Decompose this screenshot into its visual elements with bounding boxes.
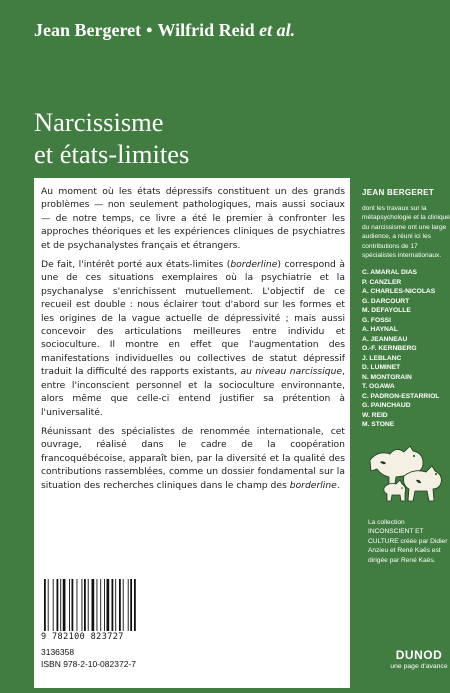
isbn-number: ISBN 978-2-10-082372-7 [41,659,136,669]
contributor-item: G. FOSSI [362,316,391,324]
editor-description: dont les travaux sur la métapsychologie et la clinique du narcissisme ont une large audience, a réuni ici les contributions de 17 spécialistes internationaux. [362,205,450,260]
title-line: Narcissisme [34,107,164,137]
author-name: Wilfrid Reid [157,20,255,40]
summary-panel [34,178,350,688]
barcode-block [41,579,169,674]
contributor-item: W. REID [362,411,388,419]
contributor-item: M. STONE [362,421,395,429]
contributors-list [362,268,450,430]
contributor-item: G. PAINCHAUD [362,402,411,410]
collection-note: La collection INCONSCIENT ET CULTURE créée par Didier Anzieu et René Kaës est dirigée par René Kaës. [368,519,448,564]
authors-line [34,20,440,41]
contributor-item: A. HAYNAL [362,326,398,334]
publisher-tagline: une page d'avance [390,663,448,670]
contributor-item: C. AMARAL DIAS [362,269,417,277]
text-run: De fait, l'intérêt porté aux états-limites ( [41,259,231,271]
summary-text [41,185,345,498]
contributor-item: D. LUMINET [362,364,401,372]
text-run: Réunissant des spécialistes de renommée internationale, cet ouvrage, réalisé dans le cadre de la coopération francoquébécoise, apparaît bien, par la diversité et la qualité des contributions rassemblées, comme un dossier fondamental sur la situation des recherches cliniques dans le champ des [41,425,345,491]
et-al-text: et al. [259,20,296,40]
text-run: . [336,479,340,491]
contributor-item: A. JEANNEAU [362,335,408,343]
editor-name: JEAN BERGERET [362,188,434,197]
barcode-digits: 9 782100 823727 [41,632,124,642]
text-emphasis: borderline [289,479,337,491]
contributor-item: P. CANZLER [362,278,402,286]
product-code: 3136358 [41,647,75,657]
contributor-item: M. DEFAYOLLE [362,307,411,315]
author-sidebar [362,188,450,430]
title-line: et états-limites [34,139,190,169]
author-separator: • [146,20,153,40]
cows-illustration [364,438,448,508]
publisher-name: DUNOD [395,648,443,662]
contributor-item: C. PADRON-ESTARRIOL [362,392,440,400]
text-run: , entre l'inconscient personnel et la socioculture environnante, alors même que celle-ci entend justifier sa prétention à l'universalité. [41,366,345,418]
contributor-item: A. CHARLES-NICOLAS [362,288,436,296]
contributor-item: O.-F. KERNBERG [362,345,417,353]
publisher-logo [388,648,450,670]
summary-paragraph [41,425,345,492]
contributor-item: T. OGAWA [362,383,395,391]
contributor-item: G. DARCOURT [362,297,410,305]
text-run: ) correspond à une de ces situations exemplaires où la psychiatrie et la psychanalyse s'enrichissent mutuellement. L'objectif de ce recueil est double : nous éclairer tout d'abord sur les formes et les origines de la vague actuelle de dépressivité ; mais aussi concevoir des articulations meilleures entre individu et socioculture. Il montre en effet que l'augmentation des manifestations individuelles ou collectives de statut dépressif traduit la difficulté des rapports existants, [41,259,345,378]
text-emphasis: au niveau narcissique [240,366,343,378]
text-emphasis: borderline [230,259,278,271]
summary-paragraph: Au moment où les états dépressifs constituent un des grands problèmes — non seulement pathologiques, mais aussi sociaux — de notre temps, ce livre a été le premier à confronter les approches théoriques et les expériences cliniques de psychiatres et de psychanalystes français et étrangers. [41,186,345,251]
book-title [34,106,334,170]
barcode-graphic [43,579,165,631]
author-name: Jean Bergeret [34,20,142,40]
summary-paragraph [41,258,345,419]
contributor-item: J. LEBLANC [362,354,402,362]
contributor-item: N. MONTGRAIN [362,373,412,381]
